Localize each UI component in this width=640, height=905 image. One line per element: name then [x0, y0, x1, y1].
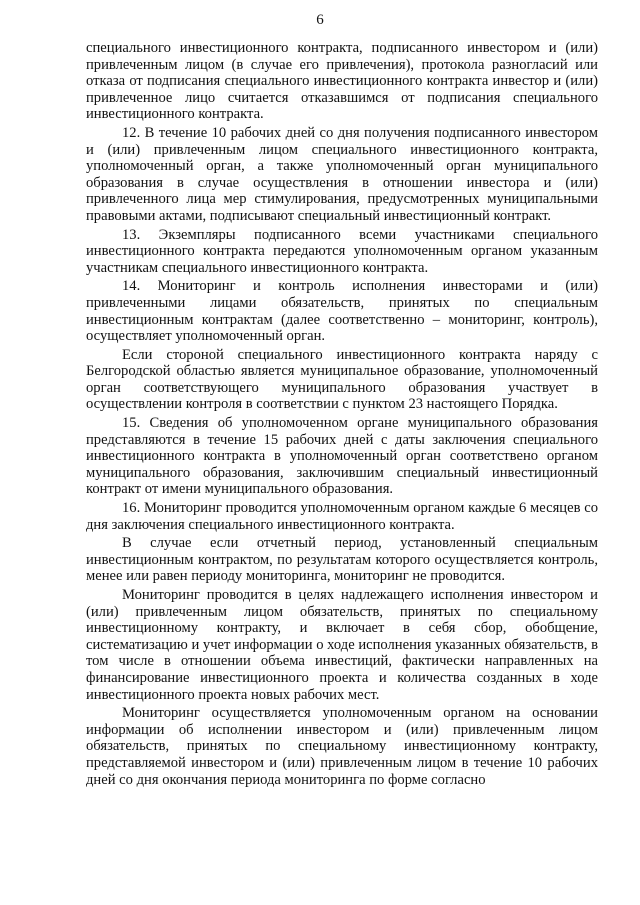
paragraph-monitoring-basis: Мониторинг осуществляется уполномоченным органом на основании информации об исполнении инвестором и (или) привлеченным лицом обязательств, принятых по специальному инвестиционному контракту, представляемой инвестором и (или) привлеченным лицом в течение 10 рабочих дней со дня окончания периода мониторинга по форме согласно — [86, 705, 598, 788]
paragraph-municipal-party: Если стороной специального инвестиционного контракта наряду с Белгородской областью является муниципальное образование, уполномоченный орган соответствующего муниципального образования участвует в осуществлении контроля в соответствии с пунктом 23 настоящего Порядка. — [86, 346, 598, 413]
page-number: 6 — [316, 12, 324, 28]
paragraph-item-13: 13. Экземпляры подписанного всеми участниками специального инвестиционного контракта передаются уполномоченным органом указанным участникам специального инвестиционного контракта. — [86, 226, 598, 276]
paragraph-item-14: 14. Мониторинг и контроль исполнения инвесторами и (или) привлеченными лицами обязательств, принятых по специальным инвестиционным контрактам (далее соответственно – мониторинг, контроль), осуществляет уполномоченный орган. — [86, 278, 598, 345]
paragraph-item-15: 15. Сведения об уполномоченном органе муниципального образования представляются в течение 15 рабочих дней с даты заключения специального инвестиционного контракта в уполномоченный орган соответствено органом муниципального образования, заключившим специальный инвестиционный контракт от имени муниципального образования. — [86, 415, 598, 498]
paragraph-monitoring-purpose: Мониторинг проводится в целях надлежащего исполнения инвестором и (или) привлеченным лицом обязательств, принятых по специальному инвестиционному контракту, и включает в себя сбор, обобщение, систематизацию и учет информации о ходе исполнения указанных обязательств, в том числе в отношении объема инвестиций, фактически направленных на финансирование инвестиционного проекта и количества созданных в ходе инвестиционного проекта новых рабочих мест. — [86, 587, 598, 703]
paragraph-continuation: специального инвестиционного контракта, подписанного инвестором и (или) привлеченным лицом (в случае его привлечения), протокола разногласий или отказа от подписания специального инвестиционного контракта инвестор и (или) привлеченное лицо считается отказавшимся от подписания специального инвестиционного контракта. — [86, 40, 598, 123]
paragraph-item-12: 12. В течение 10 рабочих дней со дня получения подписанного инвестором и (или) привлеченным лицом специального инвестиционного контракта, уполномоченный орган, а также уполномоченный орган муниципального образования в случае осуществления в отношении инвестора и (или) привлеченного лица мер стимулирования, предусмотренных муниципальными правовыми актами, подписывают специальный инвестиционный контракт. — [86, 124, 598, 224]
paragraph-reporting-period: В случае если отчетный период, установленный специальным инвестиционным контрактом, по результатам которого осуществляется контроль, менее или равен периоду мониторинга, мониторинг не проводится. — [86, 535, 598, 585]
document-body — [86, 40, 598, 788]
paragraph-item-16: 16. Мониторинг проводится уполномоченным органом каждые 6 месяцев со дня заключения специального инвестиционного контракта. — [86, 500, 598, 533]
